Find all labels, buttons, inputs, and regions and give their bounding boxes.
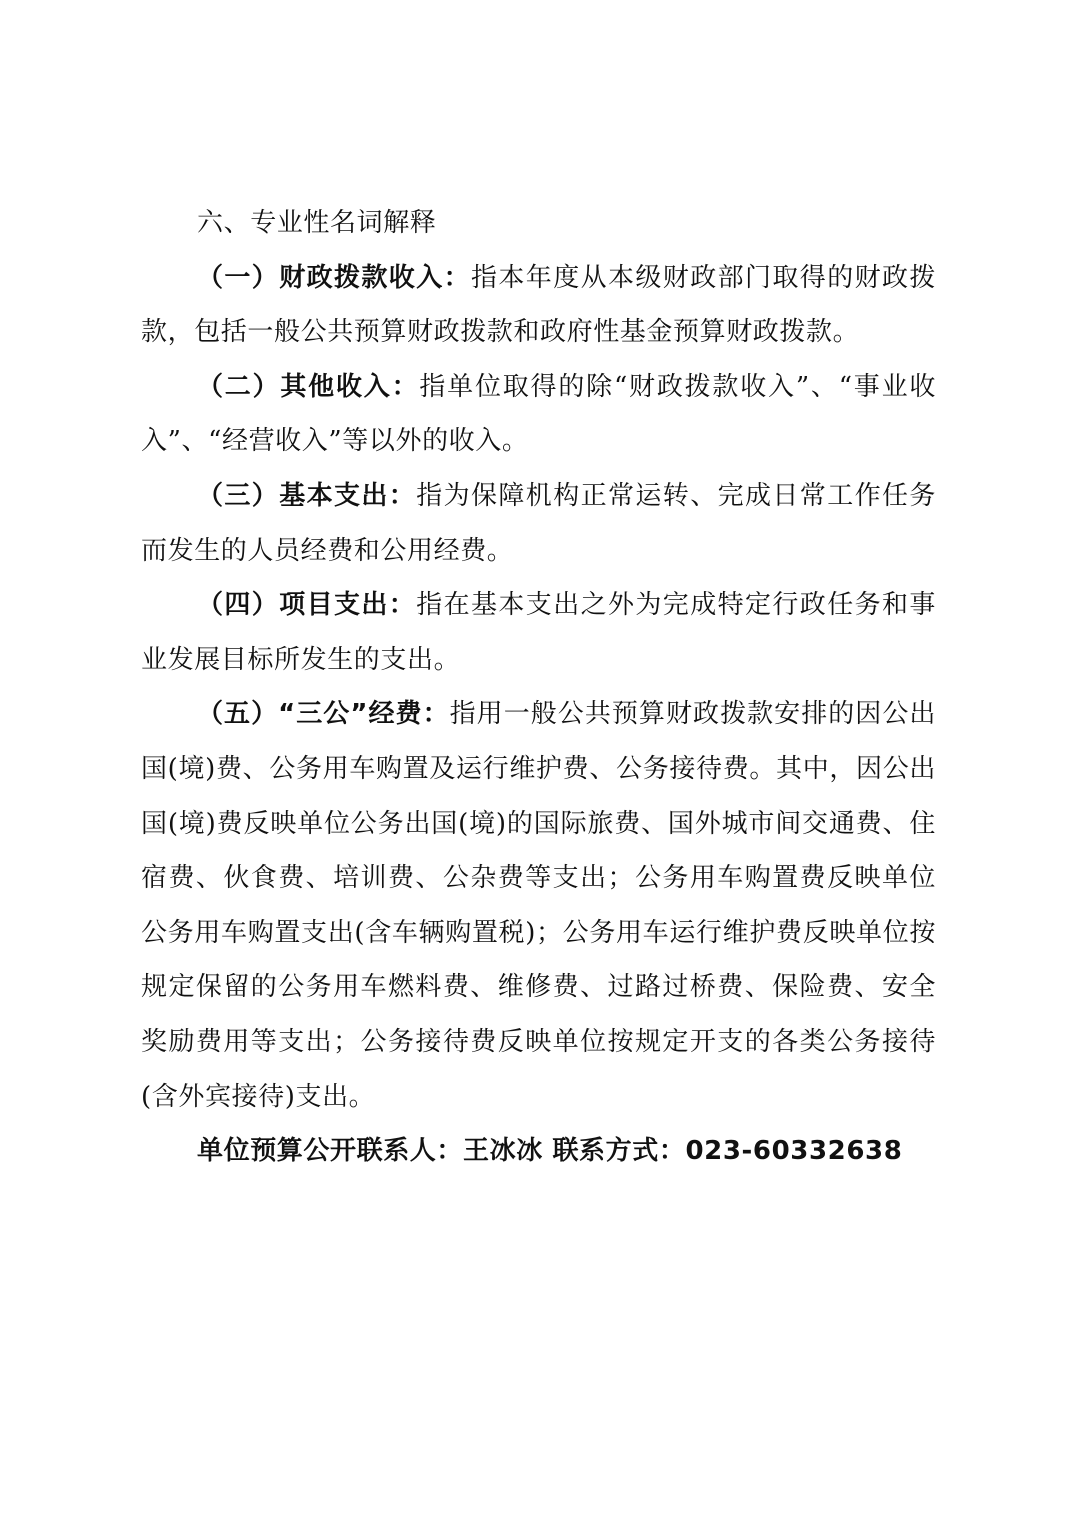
- definition-term: （五）“三公”经费：: [197, 699, 450, 730]
- contact-info: 单位预算公开联系人：王冰冰 联系方式：023-60332638: [197, 1136, 903, 1167]
- definition-body: 指本年度从本级财政部门取得的财政拨款，包括一般公共预算财政拨款和政府性基金预算财政拨款。: [141, 262, 936, 348]
- definition-three-public-expenses: [141, 687, 936, 1124]
- definition-body: 指单位取得的除“财政拨款收入”、“事业收入”、“经营收入”等以外的收入。: [141, 371, 936, 457]
- definition-basic-expenditure: [141, 469, 936, 578]
- definition-term: （二）其他收入：: [197, 371, 420, 402]
- definition-fiscal-appropriation-income: [141, 251, 936, 360]
- definition-term: （四）项目支出：: [197, 590, 417, 621]
- definition-project-expenditure: [141, 578, 936, 687]
- definition-term: （三）基本支出：: [197, 480, 417, 511]
- definition-body: 指在基本支出之外为完成特定行政任务和事业发展目标所发生的支出。: [141, 590, 936, 675]
- definition-other-income: [141, 360, 936, 469]
- definition-body: 指用一般公共预算财政拨款安排的因公出国(境)费、公务用车购置及运行维护费、公务接待费。其中，因公出国(境)费反映单位公务出国(境)的国际旅费、国外城市间交通费、住宿费、伙食费、培训费、公杂费等支出；公务用车购置费反映单位公务用车购置支出(含车辆购置税)；公务用车运行维护费反映单位按规定保留的公务用车燃料费、维修费、过路过桥费、保险费、安全奖励费用等支出；公务接待费反映单位按规定开支的各类公务接待(含外宾接待)支出。: [141, 699, 936, 1112]
- definition-body: 指为保障机构正常运转、完成日常工作任务而发生的人员经费和公用经费。: [141, 480, 936, 566]
- section-title: 六、专业性名词解释: [197, 208, 437, 238]
- document-body: [141, 196, 936, 1179]
- definition-term: （一）财政拨款收入：: [197, 262, 471, 293]
